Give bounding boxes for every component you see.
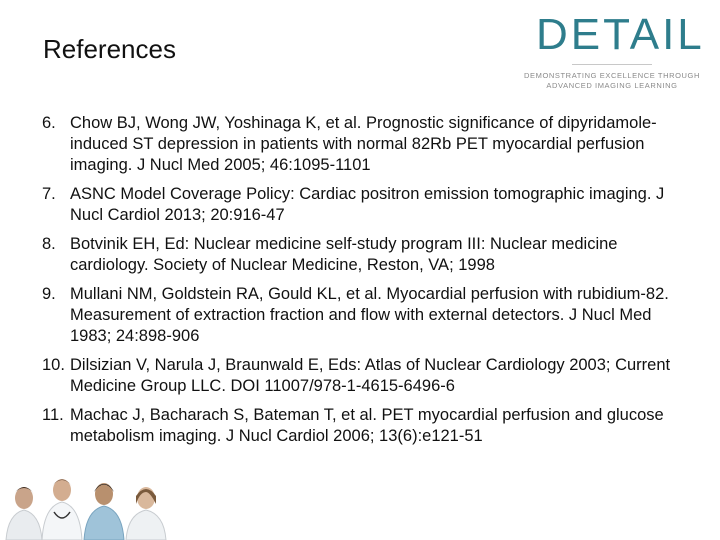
reference-item [42,113,672,176]
logo-wordmark: DETAIL [536,10,705,59]
reference-text: Botvinik EH, Ed: Nuclear medicine self-study program III: Nuclear medicine cardiology. Society of Nuclear Medicine, Reston, VA; 1998 [70,235,618,274]
detail-logo [522,10,705,92]
reference-number: 10. [42,356,65,374]
reference-list [42,113,672,455]
reference-number: 6. [42,114,56,132]
reference-item [42,355,672,397]
medical-team-photo [0,468,200,540]
reference-number: 9. [42,285,56,303]
slide-title: References [43,34,176,64]
reference-text: Machac J, Bacharach S, Bateman T, et al. PET myocardial perfusion and glucose metabolism imaging. J Nucl Cardiol 2006; 13(6):e121-51 [70,406,664,445]
reference-number: 8. [42,235,56,253]
reference-item [42,184,672,226]
reference-text: Dilsizian V, Narula J, Braunwald E, Eds: Atlas of Nuclear Cardiology 2003; Current Medicine Group LLC. DOI 11007/978-1-4615-6496-6 [70,356,671,395]
reference-item [42,284,672,347]
reference-text: ASNC Model Coverage Policy: Cardiac positron emission tomographic imaging. J Nucl Cardiol 2013; 20:916-47 [70,185,665,224]
logo-tagline-line1: DEMONSTRATING EXCELLENCE THROUGH [523,71,701,80]
reference-item [42,405,672,447]
reference-number: 7. [42,185,56,203]
reference-number: 11. [42,406,64,424]
reference-text: Mullani NM, Goldstein RA, Gould KL, et al. Myocardial perfusion with rubidium-82. Measurement of extraction fraction and flow with external detectors. J Nucl Med 1983; 24:898-906 [70,285,669,345]
reference-text: Chow BJ, Wong JW, Yoshinaga K, et al. Prognostic significance of dipyridamole-induced ST depression in patients with normal 82Rb PET myocardial perfusion imaging. J Nucl Med 2005; 46:1095-1101 [70,114,657,174]
reference-item [42,234,672,276]
logo-tagline-line2: ADVANCED IMAGING LEARNING [546,81,678,90]
logo-divider [572,64,652,65]
